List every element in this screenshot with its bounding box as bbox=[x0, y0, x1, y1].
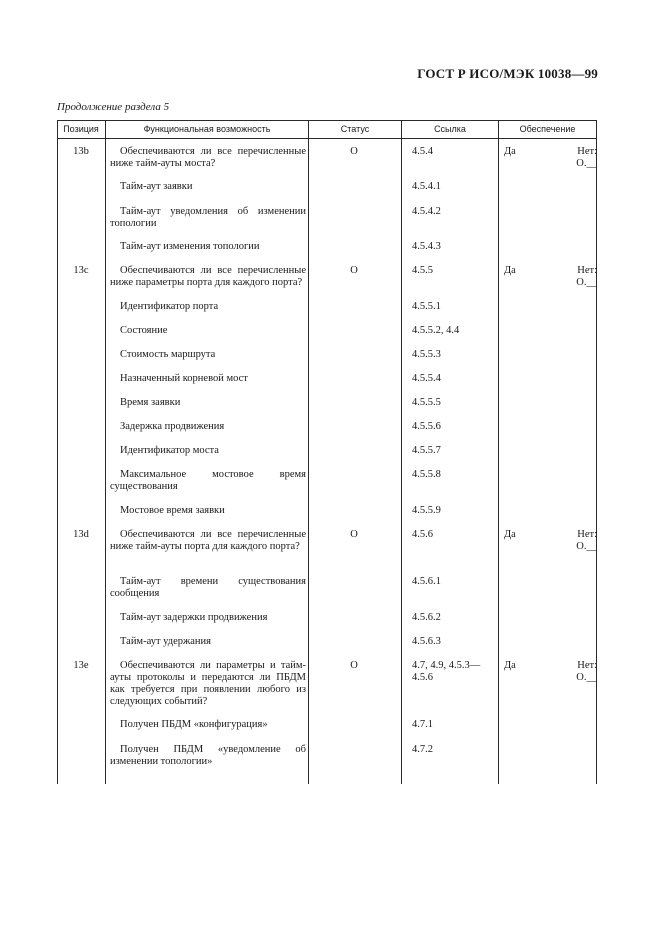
cell-reference: 4.5.5.9 bbox=[412, 505, 441, 516]
cell-position: 13e bbox=[73, 660, 89, 671]
section-continuation-label: Продолжение раздела 5 bbox=[57, 101, 170, 113]
cell-function: Тайм-аут заявки bbox=[120, 181, 193, 192]
cell-function: Обеспечиваются ли все перечисленные ниже параметры порта для каждого порта? bbox=[110, 265, 306, 288]
table-right-border bbox=[596, 120, 597, 784]
cell-reference: 4.5.5 bbox=[412, 265, 433, 276]
cell-function: Назначенный корневой мост bbox=[120, 373, 248, 384]
cell-function: Состояние bbox=[120, 325, 168, 336]
cell-reference: 4.5.5.8 bbox=[412, 469, 441, 480]
cell-support-no bbox=[563, 265, 597, 289]
cell-support-no bbox=[563, 146, 597, 170]
cell-reference: 4.5.6.3 bbox=[412, 636, 441, 647]
support-no-label: Нет: bbox=[577, 265, 597, 276]
col-sep-reference bbox=[498, 120, 499, 784]
cell-function: Идентификатор порта bbox=[120, 301, 219, 312]
cell-function: Стоимость маршрута bbox=[120, 349, 216, 360]
cell-status: O bbox=[350, 265, 358, 276]
cell-position: 13b bbox=[73, 146, 89, 157]
cell-reference: 4.5.4.1 bbox=[412, 181, 441, 192]
cell-reference: 4.7.2 bbox=[412, 744, 433, 755]
cell-reference: 4.7.1 bbox=[412, 719, 433, 730]
column-header-support: Обеспечение bbox=[519, 124, 576, 134]
support-no-blank: O.__ bbox=[576, 158, 597, 169]
cell-function: Тайм-аут удержания bbox=[120, 636, 211, 647]
column-header-function: Функциональная возможность bbox=[143, 124, 271, 134]
cell-function: Мостовое время заявки bbox=[120, 505, 225, 516]
support-no-label: Нет: bbox=[577, 660, 597, 671]
cell-function: Тайм-аут времени существования сообщения bbox=[110, 576, 306, 599]
cell-reference: 4.5.5.6 bbox=[412, 421, 441, 432]
support-no-blank: O.__ bbox=[576, 541, 597, 552]
cell-support-yes: Да bbox=[504, 265, 516, 276]
document-standard-title: ГОСТ Р ИСО/МЭК 10038—99 bbox=[417, 66, 598, 81]
table-header-rule bbox=[57, 138, 597, 139]
cell-function: Тайм-аут задержки продвижения bbox=[120, 612, 268, 623]
column-header-status: Статус bbox=[340, 124, 370, 134]
cell-reference: 4.5.5.5 bbox=[412, 397, 441, 408]
cell-reference: 4.5.6 bbox=[412, 529, 433, 540]
cell-function: Обеспечиваются ли все перечисленные ниже тайм-ауты моста? bbox=[110, 146, 306, 169]
col-sep-function bbox=[308, 120, 309, 784]
cell-function: Получен ПБДМ «уведомление об изменении топологии» bbox=[110, 744, 306, 767]
col-sep-position bbox=[105, 120, 106, 784]
cell-support-yes: Да bbox=[504, 529, 516, 540]
cell-reference: 4.5.6.2 bbox=[412, 612, 441, 623]
cell-reference: 4.5.4 bbox=[412, 146, 433, 157]
cell-position: 13c bbox=[73, 265, 89, 276]
cell-reference: 4.5.5.7 bbox=[412, 445, 441, 456]
column-header-reference: Ссылка bbox=[434, 124, 466, 134]
support-no-blank: O.__ bbox=[576, 672, 597, 683]
support-no-blank: O.__ bbox=[576, 277, 597, 288]
cell-function: Время заявки bbox=[120, 397, 181, 408]
cell-reference: 4.5.6.1 bbox=[412, 576, 441, 587]
cell-function: Получен ПБДМ «конфигурация» bbox=[120, 719, 268, 730]
cell-function: Обеспечиваются ли параметры и тайм-ауты протоколы и передаются ли ПБДМ как требуется при появлении любого из следующих событий? bbox=[110, 660, 306, 707]
table-left-border bbox=[57, 120, 58, 784]
cell-support-no bbox=[563, 529, 597, 553]
support-no-label: Нет: bbox=[577, 146, 597, 157]
cell-reference: 4.5.5.4 bbox=[412, 373, 441, 384]
cell-status: O bbox=[350, 660, 358, 671]
col-sep-status bbox=[401, 120, 402, 784]
cell-reference: 4.5.5.1 bbox=[412, 301, 441, 312]
cell-function: Задержка продвижения bbox=[120, 421, 225, 432]
cell-reference: 4.5.4.2 bbox=[412, 206, 441, 217]
cell-function: Максимальное мостовое время существования bbox=[110, 469, 306, 492]
cell-position: 13d bbox=[73, 529, 89, 540]
cell-reference: 4.5.5.3 bbox=[412, 349, 441, 360]
cell-reference: 4.5.4.3 bbox=[412, 241, 441, 252]
cell-support-no bbox=[563, 660, 597, 684]
cell-support-yes: Да bbox=[504, 146, 516, 157]
cell-function: Идентификатор моста bbox=[120, 445, 219, 456]
cell-reference: 4.7, 4.9, 4.5.3—4.5.6 bbox=[412, 660, 481, 683]
cell-support-yes: Да bbox=[504, 660, 516, 671]
cell-function: Обеспечиваются ли все перечисленные ниже тайм-ауты порта для каждого порта? bbox=[110, 529, 306, 552]
cell-function: Тайм-аут изменения топологии bbox=[120, 241, 260, 252]
cell-function: Тайм-аут уведомления об изменении топологии bbox=[110, 206, 306, 229]
capability-table bbox=[57, 120, 597, 784]
column-header-position: Позиция bbox=[63, 124, 99, 134]
cell-reference: 4.5.5.2, 4.4 bbox=[412, 325, 460, 336]
cell-status: O bbox=[350, 529, 358, 540]
support-no-label: Нет: bbox=[577, 529, 597, 540]
cell-status: O bbox=[350, 146, 358, 157]
